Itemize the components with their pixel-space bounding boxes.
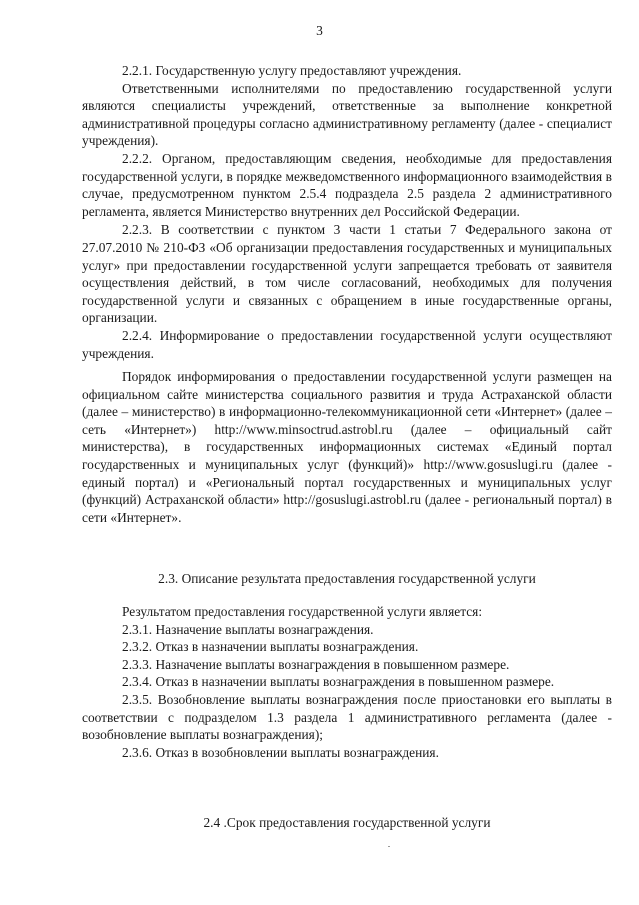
section-2-3-heading-block (82, 570, 612, 588)
paragraph-2-2-4: 2.2.4. Информирование о предоставлении государственной услуги осуществляют учреждения. (82, 327, 612, 361)
list-item-2-3-5: 2.3.5. Возобновление выплаты вознаграждения после приостановки его выплаты в соответствии с подразделом 1.3 раздела 1 административного регламента (далее - возобновление выплаты вознаграждения); (82, 691, 612, 743)
section-2-2-text (82, 62, 612, 526)
list-item-2-3-3: 2.3.3. Назначение выплаты вознаграждения в повышенном размере. (122, 656, 510, 672)
paragraph-responsible: Ответственными исполнителями по предоставлению государственной услуги являются специалисты учреждений, ответственные за выполнение конкретной административной процедуры согласно административному регламенту (далее - специалист учреждения). (82, 80, 612, 149)
list-item-2-3-1: 2.3.1. Назначение выплаты вознаграждения. (122, 621, 374, 637)
list-item-2-3-4: 2.3.4. Отказ в назначении выплаты вознаграждения в повышенном размере. (122, 674, 555, 690)
section-2-3-intro: Результатом предоставления государственной услуги является: (122, 604, 483, 619)
paragraph-informing-order: Порядок информирования о предоставлении государственной услуги размещен на официальном сайте министерства социального развития и труда Астраханской области (далее – министерство) в информационно-телекоммуникационной сети «Интернет» (далее – сеть «Интернет») http://www.minsoctrud.astrobl.ru (далее – официальный сайт министерства), в государственных информационных системах «Единый портал государственных и муниципальных услуг (функций)» http://www.gosuslugi.ru (далее - единый портал) и «Региональный портал государственных и муниципальных услуг (функций) Астраханской области» http://gosuslugi.astrobl.ru (далее - региональный портал) в сети «Интернет». (82, 369, 612, 525)
list-item-2-3-6: 2.3.6. Отказ в возобновлении выплаты вознаграждения. (122, 744, 439, 760)
paragraph-2-2-2: 2.2.2. Органом, предоставляющим сведения, необходимые для предоставления государственной услуги, в порядке межведомственного информационного взаимодействия в случае, предусмотренном пунктом 2.5.4 подраздела 2.5 раздела 2 административного регламента, является Министерство внутренних дел Российской Федерации. (82, 150, 612, 219)
list-item-2-3-2: 2.3.2. Отказ в назначении выплаты вознаграждения. (122, 639, 419, 655)
scan-speck (388, 846, 390, 847)
section-2-3-list (82, 603, 612, 761)
section-2-4-heading-block (82, 814, 612, 832)
section-2-3-heading: 2.3. Описание результата предоставления государственной услуги (158, 571, 536, 586)
page-number: 3 (316, 23, 323, 38)
paragraph-2-2-3: 2.2.3. В соответствии с пунктом 3 части 1 статьи 7 Федерального закона от 27.07.2010 № 210-ФЗ «Об организации предоставления государственных и муниципальных услуг» при предоставлении государственной услуги запрещается требовать от заявителя осуществления действий, в том числе согласований, необходимых для получения государственной услуги и связанных с обращением в иные государственные органы, организации. (82, 222, 612, 326)
paragraph-2-2-1: 2.2.1. Государственную услугу предоставляют учреждения. (122, 63, 462, 78)
section-2-4-heading: 2.4 .Срок предоставления государственной услуги (203, 815, 491, 830)
